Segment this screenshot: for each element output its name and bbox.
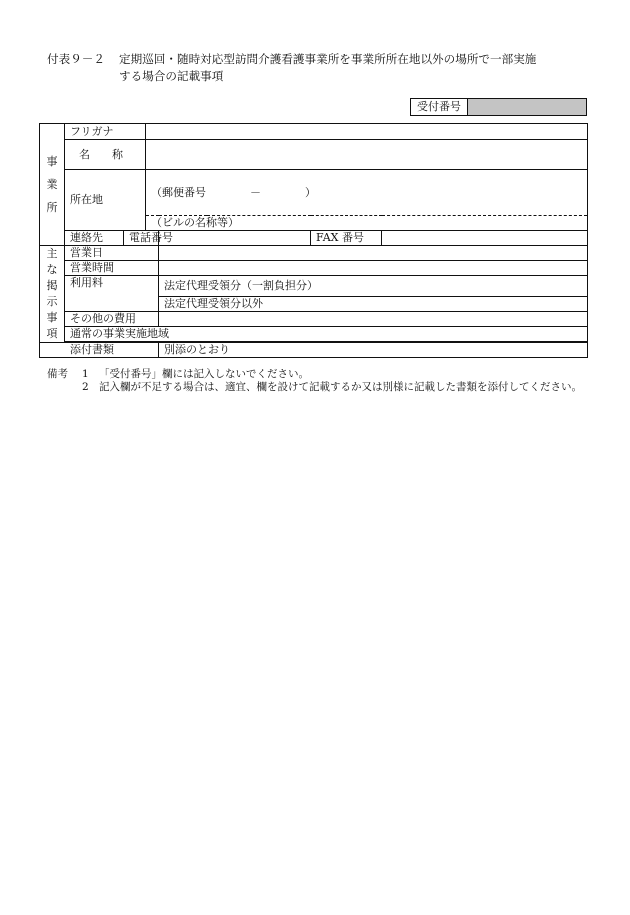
note-number: 2 [82, 380, 89, 393]
furigana-field[interactable] [146, 124, 588, 140]
non-legal-proxy-field[interactable] [159, 297, 588, 312]
business-hours-label: 営業時間 [65, 261, 159, 276]
postal-code-field[interactable] [146, 170, 588, 216]
receipt-number-box [410, 98, 587, 116]
usage-fee-label: 利用料 [65, 276, 159, 312]
form-title [47, 51, 587, 85]
address-label: 所在地 [65, 170, 146, 231]
form-number: 付表９－２ [47, 52, 105, 66]
note-text: 「受付番号」欄には記入しないでください。 [99, 368, 309, 380]
phone-field[interactable] [159, 231, 311, 246]
furigana-label: フリガナ [65, 124, 146, 140]
service-area-field[interactable] [65, 327, 588, 342]
contact-label: 連絡先 [65, 231, 124, 246]
note-number: 1 [82, 368, 89, 380]
name-field[interactable] [146, 140, 588, 170]
receipt-number-field [468, 99, 586, 115]
note-text: 記入欄が不足する場合は、適宜、欄を設けて記載するか又は別様に記載した書類を添付してください。 [99, 380, 582, 393]
legal-proxy-field[interactable] [159, 276, 588, 297]
non-legal-proxy-label: 法定代理受領分以外 [164, 297, 264, 310]
service-area-label: 通常の事業実施地域 [70, 327, 169, 340]
other-costs-label: その他の費用 [65, 312, 159, 327]
attachments-value: 別添のとおり [159, 343, 588, 358]
fax-label: FAX 番号 [311, 231, 382, 246]
office-section-label: 事 業 所 [40, 124, 65, 246]
building-name-field[interactable] [146, 216, 588, 231]
notes [47, 368, 592, 393]
fax-field[interactable] [382, 231, 588, 246]
business-hours-field[interactable] [159, 261, 588, 276]
business-days-label: 営業日 [65, 246, 159, 261]
legal-proxy-label: 法定代理受領分（一割負担分） [164, 279, 319, 292]
name-label: 名 称 [65, 140, 146, 170]
postal-code-label: （郵便番号 － ） [151, 185, 317, 199]
title-line-2: する場合の記載事項 [119, 69, 224, 83]
building-name-label: （ビルの名称等） [151, 216, 240, 229]
posted-items-section-label: 主 な 掲 示 事 項 [40, 246, 65, 343]
receipt-number-label: 受付番号 [411, 99, 468, 115]
notes-key: 備考 [47, 368, 68, 380]
attachments-label: 添付書類 [40, 343, 159, 358]
form-table [39, 123, 588, 358]
title-line-1: 定期巡回・随時対応型訪問介護看護事業所を事業所所在地以外の場所で一部実施 [119, 52, 537, 66]
business-days-field[interactable] [159, 246, 588, 261]
phone-label: 電話番号 [124, 231, 159, 246]
other-costs-field[interactable] [159, 312, 588, 327]
